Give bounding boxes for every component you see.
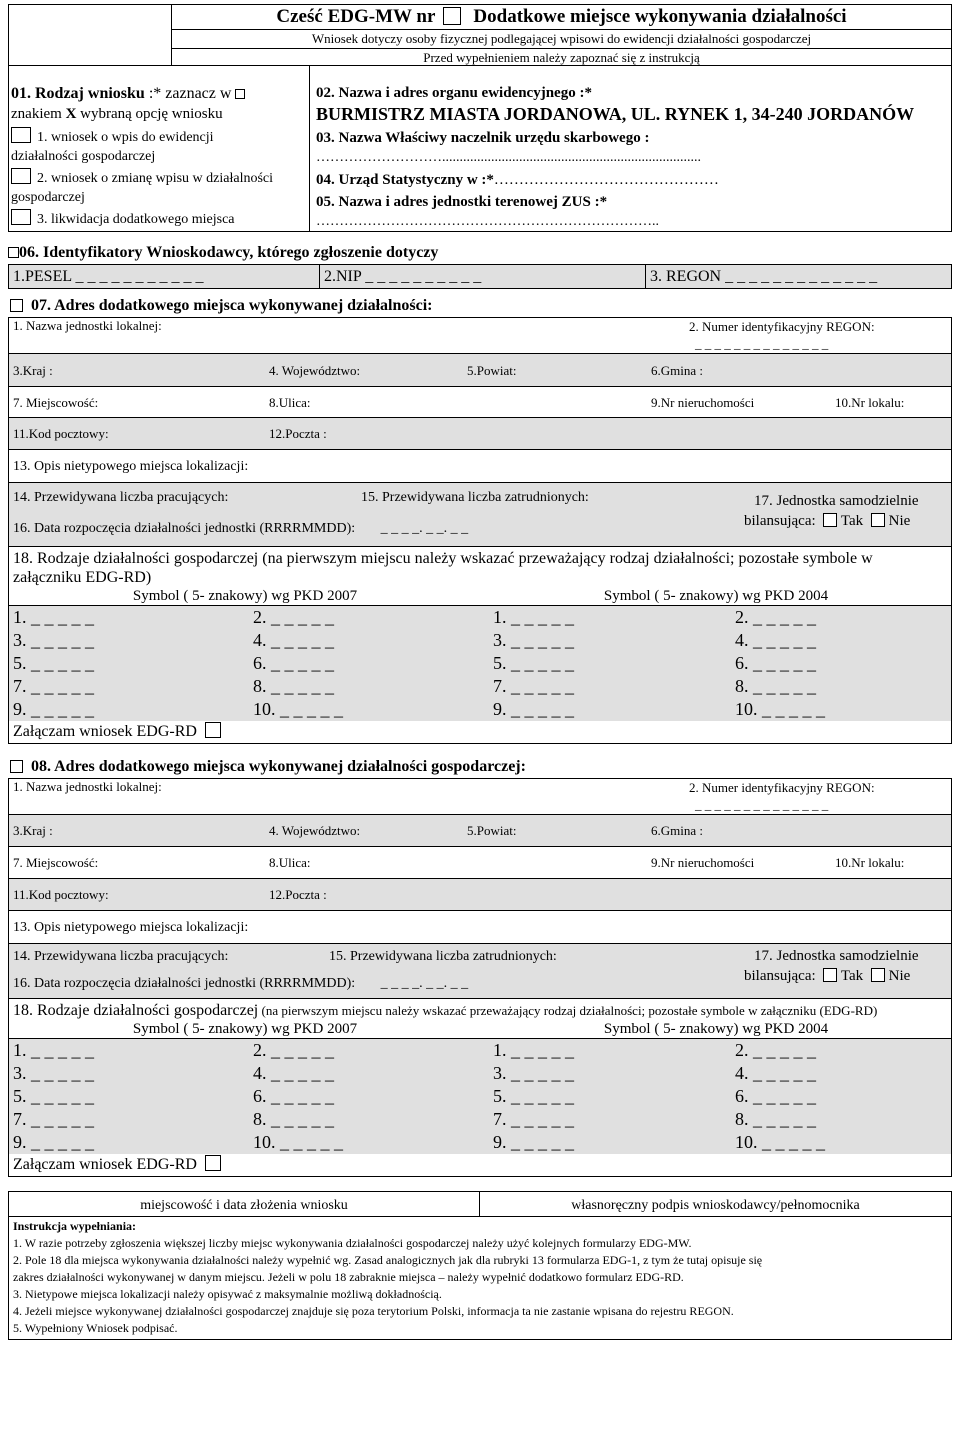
signature-section bbox=[8, 1191, 952, 1217]
s07-employed-count[interactable]: 15. Przewidywana liczba zatrudnionych: bbox=[361, 490, 589, 505]
s06-title: 06. Identyfikatory Wnioskodawcy, którego zgłoszenie dotyczy bbox=[19, 244, 439, 261]
sections-02-05 bbox=[309, 66, 951, 231]
s07-postal-code[interactable]: 11.Kod pocztowy: bbox=[13, 426, 109, 441]
header-left-blank bbox=[9, 5, 171, 65]
pkd-code-field[interactable]: 7. _ _ _ _ _ bbox=[13, 1109, 94, 1129]
s07-bilansujaca-label: bilansująca: bbox=[744, 513, 816, 529]
pkd-row bbox=[9, 1085, 951, 1108]
s02-label: 02. Nazwa i adres organu ewidencyjnego :* bbox=[316, 85, 592, 101]
option-2-checkbox[interactable] bbox=[11, 168, 31, 184]
s07-pkd-table bbox=[9, 605, 951, 721]
pkd-code-field[interactable]: 4. _ _ _ _ _ bbox=[253, 630, 334, 650]
pkd-code-field[interactable]: 6. _ _ _ _ _ bbox=[735, 653, 816, 673]
pkd-code-field[interactable]: 1. _ _ _ _ _ bbox=[13, 607, 94, 627]
s07-tak-label: Tak bbox=[840, 513, 864, 529]
s08-attach-row bbox=[9, 1154, 951, 1176]
option-2-label: 2. wniosek o zmianę wpisu w działalności bbox=[37, 171, 274, 186]
s07-activity-section bbox=[9, 546, 951, 743]
s08-pkd-body bbox=[9, 1039, 951, 1155]
pkd-row bbox=[9, 606, 951, 630]
s07-pkd-body bbox=[9, 606, 951, 722]
s07-attach-label: Załączam wniosek EDG-RD bbox=[13, 723, 197, 740]
s03-field[interactable]: ……………………….......................................................................... bbox=[316, 150, 701, 165]
s08-property-number[interactable]: 9.Nr nieruchomości bbox=[651, 855, 755, 870]
s08-pkd-table bbox=[9, 1038, 951, 1154]
s08-row6 bbox=[9, 943, 951, 998]
s08-title: 08. Adres dodatkowego miejsca wykonywanej działalności gospodarczej: bbox=[31, 758, 526, 775]
s07-property-number[interactable]: 9.Nr nieruchomości bbox=[651, 395, 755, 410]
pkd-code-field[interactable]: 5. _ _ _ _ _ bbox=[13, 653, 94, 673]
part-number-checkbox[interactable] bbox=[443, 7, 461, 25]
s08-row6-left bbox=[9, 944, 744, 998]
s08-row5 bbox=[9, 910, 951, 943]
s08-unit-number[interactable]: 10.Nr lokalu: bbox=[835, 855, 905, 870]
pkd-code-field[interactable]: 9. _ _ _ _ _ bbox=[493, 1132, 574, 1152]
s08-tak-label: Tak bbox=[840, 968, 864, 984]
s04-line[interactable] bbox=[316, 169, 951, 191]
s08-pkd-headers bbox=[9, 1020, 951, 1038]
s08-street[interactable]: 8.Ulica: bbox=[269, 855, 311, 870]
s01-option-2[interactable] bbox=[11, 168, 309, 188]
form-header bbox=[8, 4, 952, 66]
s07-commune[interactable]: 6.Gmina : bbox=[651, 363, 703, 378]
pkd-code-field[interactable]: 3. _ _ _ _ _ bbox=[493, 1063, 574, 1083]
s01-option-3[interactable] bbox=[11, 209, 309, 229]
s07-nie-label: Nie bbox=[888, 513, 911, 529]
s07-row3 bbox=[9, 386, 951, 417]
section-06 bbox=[8, 242, 952, 289]
pkd-code-field[interactable]: 6. _ _ _ _ _ bbox=[253, 1086, 334, 1106]
pkd-code-field[interactable]: 9. _ _ _ _ _ bbox=[493, 699, 574, 719]
s08-nie-label: Nie bbox=[888, 968, 911, 984]
s07-row4 bbox=[9, 417, 951, 449]
instruction-4: 4. Jeżeli miejsce wykonywanej działalności gospodarczej znajduje się poza terytorium Polski, informacja ta nie zastanie wpisana do rejestru REGON. bbox=[13, 1304, 734, 1318]
s08-postal-code[interactable]: 11.Kod pocztowy: bbox=[13, 887, 109, 902]
s08-start-date-label: 16. Data rozpoczęcia działalności jednostki (RRRRMMDD): bbox=[13, 976, 356, 991]
pkd-code-field[interactable]: 4. _ _ _ _ _ bbox=[735, 630, 816, 650]
section-07 bbox=[8, 295, 952, 744]
signature-label: własnoręczny podpis wnioskodawcy/pełnomocnika bbox=[571, 1198, 860, 1213]
option-3-label: 3. likwidacja dodatkowego miejsca bbox=[37, 212, 235, 227]
s08-regon-field[interactable] bbox=[689, 779, 951, 814]
s08-locality[interactable]: 7. Miejscowość: bbox=[13, 855, 99, 870]
s07-address-grid bbox=[8, 317, 952, 744]
pkd-code-field[interactable]: 4. _ _ _ _ _ bbox=[735, 1063, 816, 1083]
s08-self-balancing-options bbox=[744, 966, 951, 986]
s07-unit-number[interactable]: 10.Nr lokalu: bbox=[835, 395, 905, 410]
header-title-row bbox=[172, 5, 951, 30]
pkd-row bbox=[9, 698, 951, 721]
s04-label: 04. Urząd Statystyczny w :* bbox=[316, 172, 494, 188]
s07-start-date-label: 16. Data rozpoczęcia działalności jednostki (RRRRMMDD): bbox=[13, 521, 356, 536]
pkd-code-field[interactable]: 1. _ _ _ _ _ bbox=[493, 1040, 574, 1060]
s07-regon-dashes: _ _ _ _ _ _ _ _ _ _ _ _ _ _ bbox=[695, 336, 829, 351]
pkd-code-field[interactable]: 3. _ _ _ _ _ bbox=[493, 630, 574, 650]
s01-option-1b: działalności gospodarczej bbox=[11, 149, 156, 164]
pkd-code-field[interactable]: 5. _ _ _ _ _ bbox=[493, 1086, 574, 1106]
section-01 bbox=[9, 66, 309, 231]
s08-pkd2007-header: Symbol ( 5- znakowy) wg PKD 2007 bbox=[132, 1021, 358, 1037]
s08-self-balancing bbox=[744, 944, 951, 998]
pkd-code-field[interactable]: 3. _ _ _ _ _ bbox=[13, 630, 94, 650]
header-instruction-note: Przed wypełnieniem należy zapoznać się z instrukcją bbox=[423, 50, 700, 65]
pkd-code-field[interactable]: 10. _ _ _ _ _ bbox=[253, 699, 343, 719]
s06-title-line bbox=[8, 242, 952, 264]
s07-attach-checkbox[interactable] bbox=[205, 722, 221, 738]
s07-activity-title: 18. Rodzaje działalności gospodarczej (na pierwszym miejscu należy wskazać przeważający rodzaj działalności; pozostałe symbole w załączniku EDG-RD) bbox=[13, 550, 873, 586]
s08-pkd2004-header: Symbol ( 5- znakowy) wg PKD 2004 bbox=[603, 1021, 829, 1037]
s07-row6-left bbox=[9, 483, 744, 546]
s01-line2-post: wybraną opcję wniosku bbox=[76, 106, 223, 122]
s08-location-description[interactable]: 13. Opis nietypowego miejsca lokalizacji: bbox=[13, 920, 249, 935]
s07-street[interactable]: 8.Ulica: bbox=[269, 395, 311, 410]
top-section bbox=[8, 66, 952, 232]
pkd-row bbox=[9, 1062, 951, 1085]
pkd-code-field[interactable]: 2. _ _ _ _ _ bbox=[735, 607, 816, 627]
pkd-code-field[interactable]: 6. _ _ _ _ _ bbox=[735, 1086, 816, 1106]
s07-tak-checkbox[interactable] bbox=[823, 513, 837, 527]
option-3-checkbox[interactable] bbox=[11, 209, 31, 225]
s03-label: 03. Nazwa Właściwy naczelnik urzędu skarbowego : bbox=[316, 130, 650, 146]
pkd-code-field[interactable]: 5. _ _ _ _ _ bbox=[493, 653, 574, 673]
s07-regon-label: 2. Numer identyfikacyjny REGON: bbox=[689, 319, 875, 334]
s08-post-office[interactable]: 12.Poczta : bbox=[269, 887, 327, 902]
s07-pkd2007-header: Symbol ( 5- znakowy) wg PKD 2007 bbox=[132, 588, 358, 604]
s07-location-description[interactable]: 13. Opis nietypowego miejsca lokalizacji: bbox=[13, 459, 249, 474]
s06-identifiers bbox=[8, 264, 952, 289]
instruction-2a: 2. Pole 18 dla miejsca wykonywania działalności należy wypełnić wg. Zasad analogicznych jak dla rubryki 13 formularza EDG-1, z tym że tutaj opisuje się bbox=[13, 1253, 763, 1267]
s07-nie-checkbox[interactable] bbox=[871, 513, 885, 527]
s07-row1 bbox=[9, 318, 951, 353]
s05-field[interactable]: ……………………………………………………………….. bbox=[316, 214, 659, 229]
s01-title-line bbox=[11, 84, 309, 104]
pkd-row bbox=[9, 1108, 951, 1131]
pkd-code-field[interactable]: 5. _ _ _ _ _ bbox=[13, 1086, 94, 1106]
s07-checkbox[interactable] bbox=[10, 299, 23, 312]
pkd-code-field[interactable]: 9. _ _ _ _ _ bbox=[13, 699, 94, 719]
s08-regon-label: 2. Numer identyfikacyjny REGON: bbox=[689, 780, 875, 795]
s07-regon-field[interactable] bbox=[689, 318, 951, 353]
s08-row1 bbox=[9, 779, 951, 814]
s07-title: 07. Adres dodatkowego miejsca wykonywanej działalności: bbox=[31, 297, 433, 314]
pkd-code-field[interactable]: 9. _ _ _ _ _ bbox=[13, 1132, 94, 1152]
s07-title-line bbox=[8, 295, 952, 317]
pkd-code-field[interactable]: 2. _ _ _ _ _ bbox=[253, 607, 334, 627]
section-08 bbox=[8, 756, 952, 1177]
s07-self-balancing-options bbox=[744, 511, 951, 531]
s07-row2 bbox=[9, 353, 951, 386]
s07-local-unit-name[interactable]: 1. Nazwa jednostki lokalnej: bbox=[13, 318, 162, 333]
s07-row6 bbox=[9, 482, 951, 546]
s07-post-office[interactable]: 12.Poczta : bbox=[269, 426, 327, 441]
s01-marker-box bbox=[235, 89, 245, 99]
s08-bilansujaca-label: bilansująca: bbox=[744, 968, 816, 984]
s07-attach-row bbox=[9, 721, 951, 743]
s08-start-date[interactable] bbox=[9, 969, 744, 998]
pkd-code-field[interactable]: 1. _ _ _ _ _ bbox=[493, 607, 574, 627]
s01-line2-x: X bbox=[65, 106, 77, 122]
s07-pkd-headers bbox=[9, 587, 951, 605]
s01-title: 01. Rodzaj wniosku bbox=[11, 85, 145, 102]
s07-start-date-dashes: _ _ _ _. _ _. _ _ bbox=[380, 521, 469, 536]
instructions-title: Instrukcja wypełniania: bbox=[13, 1219, 137, 1233]
pkd-row bbox=[9, 675, 951, 698]
s08-attach-checkbox[interactable] bbox=[205, 1155, 221, 1171]
pesel-field[interactable]: 1.PESEL _ _ _ _ _ _ _ _ _ _ _ bbox=[13, 268, 204, 285]
place-date-label: miejscowość i data złożenia wniosku bbox=[140, 1198, 348, 1213]
pkd-code-field[interactable]: 10. _ _ _ _ _ bbox=[253, 1132, 343, 1152]
pkd-code-field[interactable]: 2. _ _ _ _ _ bbox=[735, 1040, 816, 1060]
pkd-code-field[interactable]: 1. _ _ _ _ _ bbox=[13, 1040, 94, 1060]
form-title: Dodatkowe miejsce wykonywania działalności bbox=[473, 6, 847, 27]
s01-title-suffix: :* zaznacz w bbox=[144, 85, 232, 102]
s06-checkbox[interactable] bbox=[8, 247, 19, 258]
s08-workers-count[interactable]: 14. Przewidywana liczba pracujących: bbox=[13, 949, 229, 964]
s08-self-balancing-label: 17. Jednostka samodzielnie bbox=[754, 948, 919, 964]
s08-activity-title-a: 18. Rodzaje działalności gospodarczej bbox=[13, 1002, 259, 1019]
pkd-code-field[interactable]: 8. _ _ _ _ _ bbox=[253, 676, 334, 696]
pkd-row bbox=[9, 1131, 951, 1154]
s07-row5 bbox=[9, 449, 951, 482]
pkd-code-field[interactable]: 6. _ _ _ _ _ bbox=[253, 653, 334, 673]
instruction-1: 1. W razie potrzeby zgłoszenia większej liczby miejsc wykonywania działalności gospodarczej należy użyć kolejnych formularzy EDG-MW. bbox=[13, 1236, 692, 1250]
s01-option-1[interactable] bbox=[11, 127, 309, 147]
nip-field[interactable]: 2.NIP _ _ _ _ _ _ _ _ _ _ bbox=[319, 265, 645, 288]
s04-field[interactable]: ……………………………………… bbox=[493, 172, 719, 188]
pkd-row bbox=[9, 629, 951, 652]
s07-employees-row bbox=[9, 483, 744, 513]
pkd-code-field[interactable]: 8. _ _ _ _ _ bbox=[735, 676, 816, 696]
s08-voivodeship[interactable]: 4. Województwo: bbox=[269, 823, 361, 838]
regon-field[interactable]: 3. REGON _ _ _ _ _ _ _ _ _ _ _ _ _ bbox=[645, 265, 951, 288]
s08-activity-section bbox=[9, 998, 951, 1176]
pkd-row bbox=[9, 1039, 951, 1063]
instruction-5: 5. Wypełniony Wniosek podpisać. bbox=[13, 1321, 178, 1335]
s08-checkbox[interactable] bbox=[10, 760, 23, 773]
s08-country[interactable]: 3.Kraj : bbox=[13, 823, 53, 838]
s01-line2 bbox=[11, 104, 309, 124]
s07-county[interactable]: 5.Powiat: bbox=[467, 363, 517, 378]
s08-employees-row bbox=[9, 944, 744, 969]
s08-employed-count[interactable]: 15. Przewidywana liczba zatrudnionych: bbox=[329, 949, 557, 964]
s07-country[interactable]: 3.Kraj : bbox=[13, 363, 53, 378]
s08-regon-dashes: _ _ _ _ _ _ _ _ _ _ _ _ _ _ bbox=[695, 797, 829, 812]
s08-row3 bbox=[9, 846, 951, 878]
s07-locality[interactable]: 7. Miejscowość: bbox=[13, 395, 99, 410]
pkd-code-field[interactable]: 3. _ _ _ _ _ bbox=[13, 1063, 94, 1083]
signature-field[interactable] bbox=[479, 1192, 951, 1216]
part-label: Cześć EDG-MW nr bbox=[276, 6, 436, 27]
s08-attach-label: Załączam wniosek EDG-RD bbox=[13, 1156, 197, 1173]
s07-workers-count[interactable]: 14. Przewidywana liczba pracujących: bbox=[13, 490, 229, 505]
option-1-label: 1. wniosek o wpis do ewidencji bbox=[37, 130, 214, 145]
pkd-code-field[interactable]: 8. _ _ _ _ _ bbox=[735, 1109, 816, 1129]
s08-county[interactable]: 5.Powiat: bbox=[467, 823, 517, 838]
pkd-code-field[interactable]: 10. _ _ _ _ _ bbox=[735, 1132, 825, 1152]
pkd-code-field[interactable]: 2. _ _ _ _ _ bbox=[253, 1040, 334, 1060]
place-date-field[interactable] bbox=[9, 1192, 479, 1216]
pkd-code-field[interactable]: 10. _ _ _ _ _ bbox=[735, 699, 825, 719]
s07-pkd2004-header: Symbol ( 5- znakowy) wg PKD 2004 bbox=[603, 588, 829, 604]
header-subtitle: Wniosek dotyczy osoby fizycznej podlegającej wpisowi do ewidencji działalności gospodarczej bbox=[172, 30, 951, 49]
s01-option-2b: gospodarczej bbox=[11, 190, 85, 205]
s08-address-grid bbox=[8, 778, 952, 1177]
pkd-code-field[interactable]: 4. _ _ _ _ _ bbox=[253, 1063, 334, 1083]
s07-self-balancing bbox=[744, 483, 951, 546]
instructions bbox=[8, 1217, 952, 1340]
s07-start-date[interactable] bbox=[9, 513, 744, 545]
s08-activity-title bbox=[9, 999, 951, 1020]
s08-start-date-dashes: _ _ _ _. _ _. _ _ bbox=[380, 976, 469, 991]
s08-tak-checkbox[interactable] bbox=[823, 968, 837, 982]
s08-row2 bbox=[9, 814, 951, 846]
instruction-3: 3. Nietypowe miejsca lokalizacji należy opisywać z maksymalnie możliwą dokładnością. bbox=[13, 1287, 442, 1301]
pkd-code-field[interactable]: 7. _ _ _ _ _ bbox=[13, 676, 94, 696]
s08-commune[interactable]: 6.Gmina : bbox=[651, 823, 703, 838]
s08-activity-title-b: (na pierwszym miejscu należy wskazać przeważający rodzaj działalności; pozostałe symbole w załączniku (EDG-RD) bbox=[258, 1003, 878, 1018]
s08-nie-checkbox[interactable] bbox=[871, 968, 885, 982]
instruction-2b: zakres działalności wykonywanej w danym miejscu. Jeżeli w polu 18 zabraknie miejsca – należy wypełnić dodatkowo formularz EDG-RD. bbox=[13, 1270, 684, 1284]
pkd-code-field[interactable]: 7. _ _ _ _ _ bbox=[493, 676, 574, 696]
pkd-code-field[interactable]: 7. _ _ _ _ _ bbox=[493, 1109, 574, 1129]
s02-value[interactable]: BURMISTRZ MIASTA JORDANOWA, UL. RYNEK 1, 34-240 JORDANÓW bbox=[316, 104, 915, 124]
s05-label: 05. Nazwa i adres jednostki terenowej ZUS :* bbox=[316, 194, 608, 210]
option-1-checkbox[interactable] bbox=[11, 127, 31, 143]
s07-voivodeship[interactable]: 4. Województwo: bbox=[269, 363, 361, 378]
header-main bbox=[171, 5, 951, 65]
s08-row4 bbox=[9, 878, 951, 910]
pkd-row bbox=[9, 652, 951, 675]
s07-self-balancing-label: 17. Jednostka samodzielnie bbox=[754, 493, 919, 509]
s08-local-unit-name[interactable]: 1. Nazwa jednostki lokalnej: bbox=[13, 779, 162, 794]
pkd-code-field[interactable]: 8. _ _ _ _ _ bbox=[253, 1109, 334, 1129]
s08-title-line bbox=[8, 756, 952, 778]
s01-line2-pre: znakiem bbox=[11, 106, 66, 122]
